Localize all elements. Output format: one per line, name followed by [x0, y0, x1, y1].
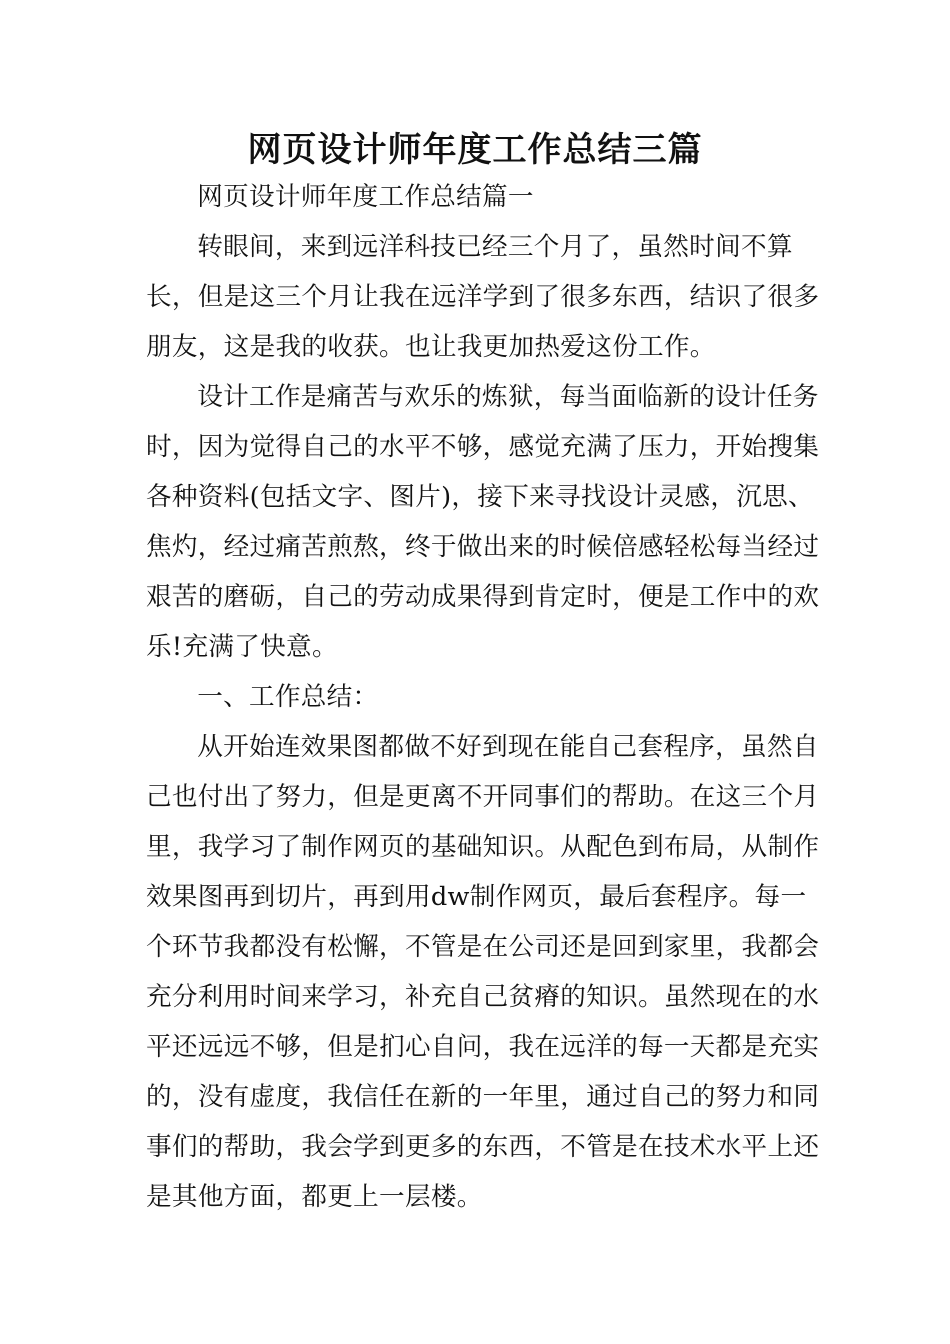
paragraph: 从开始连效果图都做不好到现在能自己套程序，虽然自己也付出了努力，但是更离不开同事们的帮助。在这三个月里，我学习了制作网页的基础知识。从配色到布局，从制作效果图再到切片，再到用dw制作网页，最后套程序。每一个环节我都没有松懈，不管是在公司还是回到家里，我都会充分利用时间来学习，补充自己贫瘠的知识。虽然现在的水平还远远不够，但是扪心自问，我在远洋的每一天都是充实的，没有虚度，我信任在新的一年里，通过自己的努力和同事们的帮助，我会学到更多的东西，不管是在技术水平上还是其他方面，都更上一层楼。: [146, 732, 820, 1212]
section-heading: 网页设计师年度工作总结篇一: [197, 182, 534, 212]
document-body: [146, 172, 826, 1222]
document-title: 网页设计师年度工作总结三篇: [247, 130, 703, 170]
section-heading: 一、工作总结：: [197, 682, 379, 712]
paragraph: 设计工作是痛苦与欢乐的炼狱，每当面临新的设计任务时，因为觉得自己的水平不够，感觉充满了压力，开始搜集各种资料(包括文字、图片)，接下来寻找设计灵感，沉思、焦灼，经过痛苦煎熬，终于做出来的时候倍感轻松每当经过艰苦的磨砺，自己的劳动成果得到肯定时，便是工作中的欢乐!充满了快意。: [146, 382, 820, 662]
paragraph: 转眼间，来到远洋科技已经三个月了，虽然时间不算长，但是这三个月让我在远洋学到了很多东西，结识了很多朋友，这是我的收获。也让我更加热爱这份工作。: [146, 232, 820, 362]
